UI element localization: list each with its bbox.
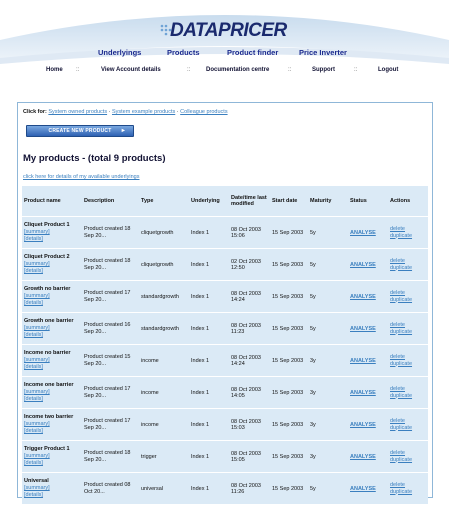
duplicate-link[interactable]: duplicate — [390, 456, 413, 463]
cell-product-name — [22, 345, 82, 376]
cell-maturity: 3y — [308, 409, 348, 440]
cell-type: standardgrowth — [139, 281, 189, 312]
col-header-underlying: Underlying — [189, 186, 229, 216]
cell-underlying: Index 1 — [189, 313, 229, 344]
create-new-product-label: CREATE NEW PRODUCT — [48, 128, 112, 134]
table-row — [22, 377, 428, 408]
table-row — [22, 313, 428, 344]
table-row — [22, 345, 428, 376]
summary-link[interactable]: [summary] — [24, 485, 50, 491]
cell-actions — [388, 409, 428, 440]
cell-status — [348, 441, 388, 472]
delete-link[interactable]: delete — [390, 289, 405, 296]
delete-link[interactable]: delete — [390, 353, 405, 360]
details-link[interactable]: [details] — [24, 332, 43, 338]
cell-product-name — [22, 409, 82, 440]
delete-link[interactable]: delete — [390, 225, 405, 232]
nav-product-finder[interactable]: Product finder — [227, 48, 279, 57]
cell-actions — [388, 473, 428, 504]
analyse-link[interactable]: ANALYSE — [350, 389, 376, 396]
duplicate-link[interactable]: duplicate — [390, 296, 413, 303]
duplicate-link[interactable]: duplicate — [390, 424, 413, 431]
cell-actions — [388, 249, 428, 280]
table-header-row — [22, 186, 428, 216]
nav-separator: :: — [354, 67, 358, 73]
summary-link[interactable]: [summary] — [24, 325, 50, 331]
cell-description: Product created 18 Sep 20... — [82, 217, 139, 248]
cell-last-modified: 08 Oct 2003 14:24 — [229, 345, 270, 376]
details-link[interactable]: [details] — [24, 460, 43, 466]
cell-last-modified: 08 Oct 2003 15:05 — [229, 441, 270, 472]
col-header-product-name: Product name — [22, 186, 82, 216]
cell-start-date: 15 Sep 2003 — [270, 441, 308, 472]
product-name: Growth one barrier — [24, 318, 74, 324]
cell-description: Product created 17 Sep 20... — [82, 377, 139, 408]
nav-separator: :: — [288, 67, 292, 73]
cell-status — [348, 473, 388, 504]
delete-link[interactable]: delete — [390, 257, 405, 264]
cell-product-name — [22, 217, 82, 248]
cell-status — [348, 313, 388, 344]
duplicate-link[interactable]: duplicate — [390, 264, 413, 271]
nav-products[interactable]: Products — [167, 48, 200, 57]
system-example-products-link[interactable]: System example products — [111, 109, 176, 115]
cell-actions — [388, 441, 428, 472]
delete-link[interactable]: delete — [390, 417, 405, 424]
table-row — [22, 217, 428, 248]
cell-maturity: 5y — [308, 473, 348, 504]
product-name: Universal — [24, 478, 49, 484]
sub-navigation — [0, 67, 449, 75]
product-name: Cliquet Product 1 — [24, 222, 70, 228]
cell-underlying: Index 1 — [189, 345, 229, 376]
cell-product-name — [22, 473, 82, 504]
cell-start-date: 15 Sep 2003 — [270, 409, 308, 440]
cell-last-modified: 08 Oct 2003 15:03 — [229, 409, 270, 440]
table-row — [22, 441, 428, 472]
cell-maturity: 3y — [308, 345, 348, 376]
top-navigation — [0, 48, 449, 58]
cell-maturity: 5y — [308, 281, 348, 312]
cell-actions — [388, 281, 428, 312]
nav-separator: :: — [187, 67, 191, 73]
cell-type: standardgrowth — [139, 313, 189, 344]
col-header-start-date: Start date — [270, 186, 308, 216]
create-new-product-button[interactable] — [26, 125, 134, 137]
product-name: Income two barrier — [24, 414, 74, 420]
cell-product-name — [22, 281, 82, 312]
cell-description: Product created 18 Sep 20... — [82, 441, 139, 472]
product-name: Growth no barrier — [24, 286, 71, 292]
table-row — [22, 249, 428, 280]
products-table — [22, 185, 428, 505]
cell-status — [348, 281, 388, 312]
product-name: Trigger Product 1 — [24, 446, 70, 452]
cell-start-date: 15 Sep 2003 — [270, 217, 308, 248]
summary-link[interactable]: [summary] — [24, 421, 50, 427]
cell-description: Product created 15 Sep 20... — [82, 345, 139, 376]
details-link[interactable]: [details] — [24, 428, 43, 434]
nav-separator: :: — [76, 67, 80, 73]
analyse-link[interactable]: ANALYSE — [350, 261, 376, 268]
cell-actions — [388, 345, 428, 376]
cell-start-date: 15 Sep 2003 — [270, 473, 308, 504]
nav-documentation-centre[interactable]: Documentation centre — [206, 67, 270, 73]
table-row — [22, 409, 428, 440]
duplicate-link[interactable]: duplicate — [390, 232, 413, 239]
cell-start-date: 15 Sep 2003 — [270, 345, 308, 376]
cell-actions — [388, 217, 428, 248]
table-row — [22, 281, 428, 312]
product-name: Income no barrier — [24, 350, 71, 356]
cell-status — [348, 217, 388, 248]
link-separator: · — [176, 109, 179, 115]
summary-link[interactable]: [summary] — [24, 261, 50, 267]
analyse-link[interactable]: ANALYSE — [350, 293, 376, 300]
analyse-link[interactable]: ANALYSE — [350, 485, 376, 492]
cell-actions — [388, 377, 428, 408]
page-title: My products - (total 9 products) — [23, 153, 166, 164]
system-owned-products-link[interactable]: System owned products — [48, 109, 108, 115]
cell-actions — [388, 313, 428, 344]
cell-description: Product created 16 Sep 20... — [82, 313, 139, 344]
product-name: Cliquet Product 2 — [24, 254, 70, 260]
details-link[interactable]: [details] — [24, 492, 43, 498]
cell-type: income — [139, 377, 189, 408]
cell-maturity: 5y — [308, 249, 348, 280]
col-header-last-modified: Date/time last modified — [229, 186, 270, 216]
click-for-label: Click for: — [23, 109, 47, 115]
cell-description: Product created 08 Oct 20... — [82, 473, 139, 504]
cell-maturity: 5y — [308, 313, 348, 344]
duplicate-link[interactable]: duplicate — [390, 360, 413, 367]
nav-logout[interactable]: Logout — [378, 67, 399, 73]
cell-product-name — [22, 441, 82, 472]
cell-type: income — [139, 345, 189, 376]
nav-support[interactable]: Support — [312, 67, 335, 73]
details-link[interactable]: [details] — [24, 300, 43, 306]
analyse-link[interactable]: ANALYSE — [350, 453, 376, 460]
cell-maturity: 3y — [308, 441, 348, 472]
cell-underlying: Index 1 — [189, 249, 229, 280]
site-logo[interactable]: DATAPRICER — [170, 20, 287, 41]
details-link[interactable]: [details] — [24, 268, 43, 274]
header-swoosh-graphic — [0, 0, 449, 92]
cell-description: Product created 17 Sep 20... — [82, 281, 139, 312]
analyse-link[interactable]: ANALYSE — [350, 421, 376, 428]
cell-type: trigger — [139, 441, 189, 472]
cell-last-modified: 08 Oct 2003 14:24 — [229, 281, 270, 312]
duplicate-link[interactable]: duplicate — [390, 488, 413, 495]
summary-link[interactable]: [summary] — [24, 389, 50, 395]
nav-underlyings[interactable]: Underlyings — [98, 48, 142, 57]
cell-type: cliquetgrowth — [139, 249, 189, 280]
table-row — [22, 473, 428, 504]
cell-maturity: 5y — [308, 217, 348, 248]
cell-last-modified: 08 Oct 2003 11:23 — [229, 313, 270, 344]
cell-start-date: 15 Sep 2003 — [270, 281, 308, 312]
summary-link[interactable]: [summary] — [24, 229, 50, 235]
nav-view-account-details[interactable]: View Account details — [101, 67, 161, 73]
delete-link[interactable]: delete — [390, 449, 405, 456]
delete-link[interactable]: delete — [390, 385, 405, 392]
summary-link[interactable]: [summary] — [24, 293, 50, 299]
details-link[interactable]: [details] — [24, 396, 43, 402]
arrow-right-icon: ▸ — [121, 128, 125, 134]
cell-type: cliquetgrowth — [139, 217, 189, 248]
col-header-description: Description — [82, 186, 139, 216]
analyse-link[interactable]: ANALYSE — [350, 229, 376, 236]
analyse-link[interactable]: ANALYSE — [350, 357, 376, 364]
cell-start-date: 15 Sep 2003 — [270, 313, 308, 344]
cell-status — [348, 409, 388, 440]
details-link[interactable]: [details] — [24, 364, 43, 370]
cell-last-modified: 08 Oct 2003 14:05 — [229, 377, 270, 408]
site-header — [0, 0, 449, 92]
cell-product-name — [22, 313, 82, 344]
cell-start-date: 15 Sep 2003 — [270, 377, 308, 408]
col-header-actions: Actions — [388, 186, 428, 216]
click-for-bar — [23, 109, 228, 115]
cell-status — [348, 345, 388, 376]
cell-underlying: Index 1 — [189, 473, 229, 504]
cell-underlying: Index 1 — [189, 377, 229, 408]
details-link[interactable]: [details] — [24, 236, 43, 242]
product-name: Income one barrier — [24, 382, 74, 388]
cell-status — [348, 249, 388, 280]
underlyings-details-link[interactable]: click here for details of my available underlyings — [23, 174, 140, 180]
summary-link[interactable]: [summary] — [24, 453, 50, 459]
cell-type: universal — [139, 473, 189, 504]
cell-description: Product created 17 Sep 20... — [82, 409, 139, 440]
cell-product-name — [22, 377, 82, 408]
summary-link[interactable]: [summary] — [24, 357, 50, 363]
cell-type: income — [139, 409, 189, 440]
cell-underlying: Index 1 — [189, 281, 229, 312]
colleague-products-link[interactable]: Colleague products — [180, 109, 228, 115]
cell-description: Product created 18 Sep 20... — [82, 249, 139, 280]
cell-status — [348, 377, 388, 408]
col-header-type: Type — [139, 186, 189, 216]
delete-link[interactable]: delete — [390, 481, 405, 488]
cell-maturity: 3y — [308, 377, 348, 408]
delete-link[interactable]: delete — [390, 321, 405, 328]
cell-product-name — [22, 249, 82, 280]
col-header-status: Status — [348, 186, 388, 216]
cell-start-date: 15 Sep 2003 — [270, 249, 308, 280]
my-products-panel — [17, 102, 433, 498]
nav-home[interactable]: Home — [46, 67, 63, 73]
duplicate-link[interactable]: duplicate — [390, 328, 413, 335]
col-header-maturity: Maturity — [308, 186, 348, 216]
analyse-link[interactable]: ANALYSE — [350, 325, 376, 332]
cell-last-modified: 08 Oct 2003 11:26 — [229, 473, 270, 504]
cell-underlying: Index 1 — [189, 409, 229, 440]
link-separator: · — [108, 109, 111, 115]
cell-underlying: Index 1 — [189, 441, 229, 472]
duplicate-link[interactable]: duplicate — [390, 392, 413, 399]
nav-price-inverter[interactable]: Price Inverter — [299, 48, 347, 57]
cell-last-modified: 02 Oct 2003 12:50 — [229, 249, 270, 280]
cell-underlying: Index 1 — [189, 217, 229, 248]
cell-last-modified: 08 Oct 2003 15:06 — [229, 217, 270, 248]
